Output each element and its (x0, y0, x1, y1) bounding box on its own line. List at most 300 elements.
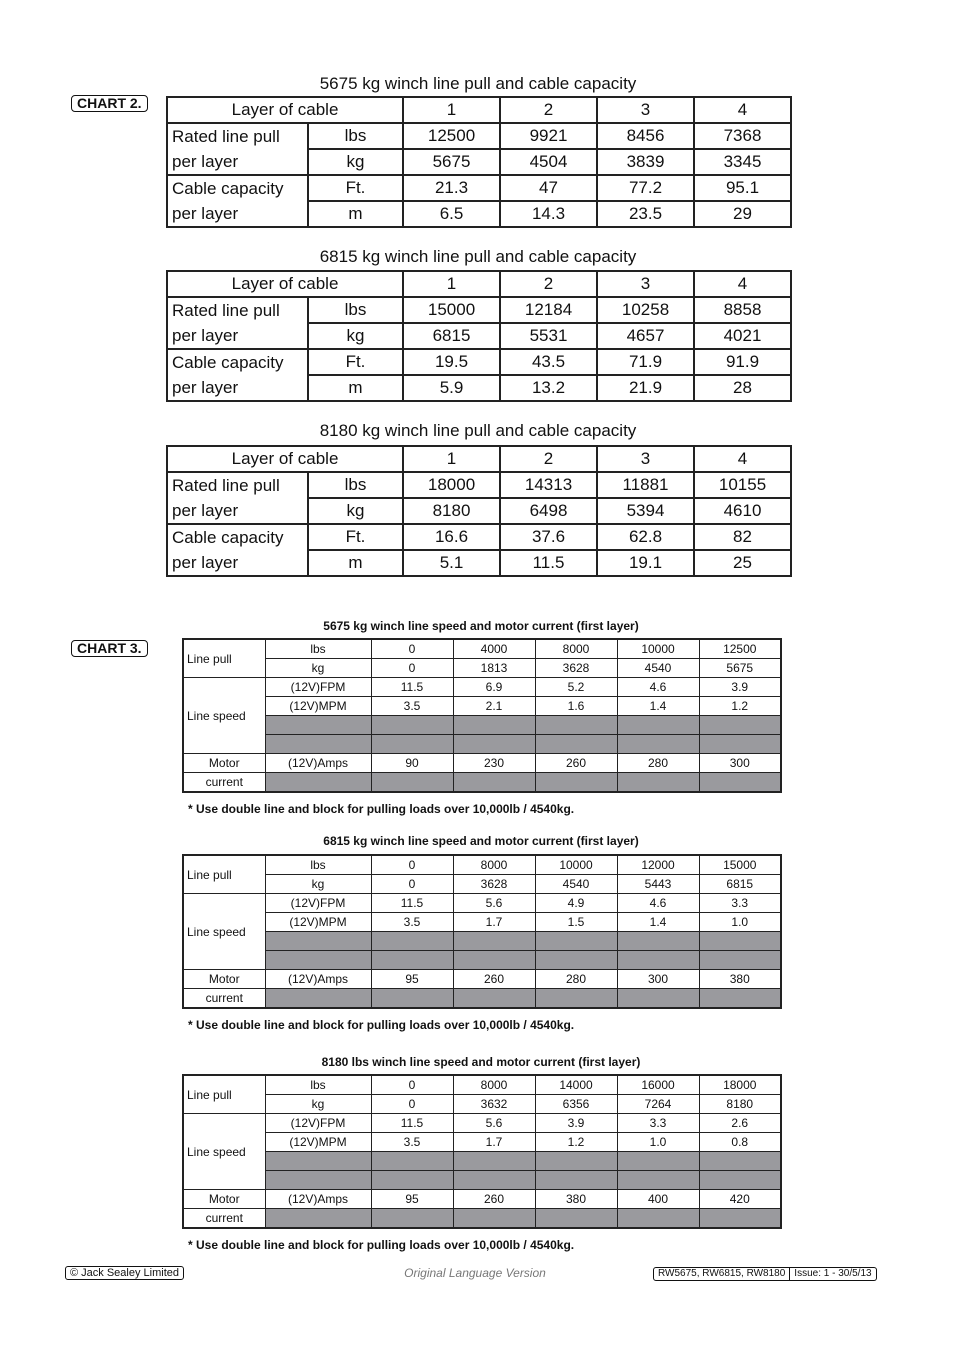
speed-current-table (182, 1074, 782, 1229)
value-cell: 15000 (699, 855, 781, 875)
value-cell: 3.9 (699, 678, 781, 697)
usage-note: * Use double line and block for pulling loads over 10,000lb / 4540kg. (188, 1238, 575, 1252)
value-cell: 11.5 (371, 1114, 453, 1133)
value-cell: 300 (617, 970, 699, 989)
value-cell: 4000 (453, 639, 535, 659)
shaded-cell (453, 735, 535, 754)
group-label-motor: Motor (183, 1190, 265, 1209)
shaded-row (183, 1152, 781, 1171)
value-cell: 95.1 (694, 175, 791, 201)
value-cell: 1.0 (617, 1133, 699, 1152)
value-cell: 3.9 (535, 1114, 617, 1133)
value-cell: 19.5 (403, 349, 500, 375)
shaded-cell (699, 989, 781, 1009)
value-cell: 10000 (617, 639, 699, 659)
table-row (167, 149, 791, 175)
shaded-cell (453, 932, 535, 951)
value-cell: 8180 (699, 1095, 781, 1114)
shaded-cell (699, 951, 781, 970)
chart-2-label: CHART 2. (71, 95, 148, 112)
shaded-cell (453, 989, 535, 1009)
row-label: per layer (167, 375, 308, 401)
shaded-cell (535, 735, 617, 754)
row-label: Rated line pull (167, 123, 308, 149)
shaded-cell (535, 989, 617, 1009)
table-row (183, 1095, 781, 1114)
value-cell: 14313 (500, 472, 597, 498)
group-label-current: current (183, 989, 265, 1009)
table-row (167, 524, 791, 550)
unit-cell: Ft. (308, 349, 403, 375)
shaded-cell (699, 735, 781, 754)
unit-cell: (12V)FPM (265, 678, 371, 697)
row-label: per layer (167, 201, 308, 227)
value-cell: 12500 (699, 639, 781, 659)
shaded-cell (371, 1171, 453, 1190)
table-row (183, 1114, 781, 1133)
table-row (183, 639, 781, 659)
footer-issue: Issue: 1 - 30/5/13 (790, 1267, 876, 1281)
unit-cell: (12V)Amps (265, 1190, 371, 1209)
value-cell: 10000 (535, 855, 617, 875)
capacity-table-title: 5675 kg winch line pull and cable capacity (319, 74, 637, 93)
value-cell: 4.6 (617, 678, 699, 697)
value-cell: 3632 (453, 1095, 535, 1114)
shaded-cell (699, 1152, 781, 1171)
shaded-row (183, 735, 781, 754)
value-cell: 10155 (694, 472, 791, 498)
value-cell: 95 (371, 970, 453, 989)
value-cell: 6815 (403, 323, 500, 349)
speed-current-table (182, 638, 782, 793)
capacity-table-title: 6815 kg winch line pull and cable capacity (319, 247, 637, 266)
value-cell: 14.3 (500, 201, 597, 227)
speed-table-title: 5675 kg winch line speed and motor current (first layer) (323, 619, 639, 633)
value-cell: 4.9 (535, 894, 617, 913)
row-label: Rated line pull (167, 297, 308, 323)
value-cell: 3.3 (617, 1114, 699, 1133)
shaded-row (183, 932, 781, 951)
value-cell: 1.4 (617, 913, 699, 932)
value-cell: 23.5 (597, 201, 694, 227)
table-row (183, 855, 781, 875)
shaded-cell (699, 932, 781, 951)
capacity-table (166, 270, 792, 402)
value-cell: 1.0 (699, 913, 781, 932)
shaded-row (183, 716, 781, 735)
unit-cell: kg (265, 659, 371, 678)
unit-cell: lbs (308, 297, 403, 323)
table-row (167, 123, 791, 149)
unit-cell: kg (308, 323, 403, 349)
value-cell: 0 (371, 855, 453, 875)
shaded-cell (699, 716, 781, 735)
value-cell: 8180 (403, 498, 500, 524)
unit-cell: (12V)Amps (265, 754, 371, 773)
unit-cell: lbs (308, 123, 403, 149)
unit-cell: m (308, 550, 403, 576)
shaded-cell (265, 951, 371, 970)
value-cell: 82 (694, 524, 791, 550)
table-row (183, 970, 781, 989)
shaded-cell (535, 716, 617, 735)
unit-cell: m (308, 201, 403, 227)
value-cell: 4021 (694, 323, 791, 349)
value-cell: 25 (694, 550, 791, 576)
table-row (183, 1133, 781, 1152)
value-cell: 380 (699, 970, 781, 989)
value-cell: 5675 (403, 149, 500, 175)
shaded-cell (265, 716, 371, 735)
table-row (183, 1190, 781, 1209)
unit-cell: (12V)FPM (265, 1114, 371, 1133)
value-cell: 10258 (597, 297, 694, 323)
shaded-cell (617, 1171, 699, 1190)
value-cell: 77.2 (597, 175, 694, 201)
value-cell: 3839 (597, 149, 694, 175)
value-cell: 280 (535, 970, 617, 989)
shaded-cell (617, 1152, 699, 1171)
value-cell: 6356 (535, 1095, 617, 1114)
value-cell: 19.1 (597, 550, 694, 576)
value-cell: 0 (371, 1075, 453, 1095)
row-label: per layer (167, 498, 308, 524)
speed-current-table (182, 854, 782, 1009)
value-cell: 3.5 (371, 697, 453, 716)
shaded-cell (371, 716, 453, 735)
value-cell: 16.6 (403, 524, 500, 550)
shaded-cell (535, 951, 617, 970)
value-cell: 260 (453, 1190, 535, 1209)
footer-models: RW5675, RW6815, RW8180 (653, 1267, 790, 1281)
value-cell: 8000 (453, 855, 535, 875)
value-cell: 2.6 (699, 1114, 781, 1133)
value-cell: 260 (535, 754, 617, 773)
group-label-motor: Motor (183, 754, 265, 773)
value-cell: 280 (617, 754, 699, 773)
value-cell: 5.6 (453, 894, 535, 913)
row-label: per layer (167, 550, 308, 576)
table-row (167, 323, 791, 349)
capacity-table (166, 96, 792, 228)
chart-3-label: CHART 3. (71, 640, 148, 657)
value-cell: 13.2 (500, 375, 597, 401)
value-cell: 11881 (597, 472, 694, 498)
shaded-cell (265, 735, 371, 754)
value-cell: 7368 (694, 123, 791, 149)
value-cell: 1.7 (453, 913, 535, 932)
shaded-cell (617, 989, 699, 1009)
value-cell: 14000 (535, 1075, 617, 1095)
header-cell: Layer of cable (167, 446, 403, 472)
value-cell: 9921 (500, 123, 597, 149)
shaded-cell (265, 989, 371, 1009)
group-label-line-pull: Line pull (183, 639, 265, 678)
value-cell: 6.9 (453, 678, 535, 697)
row-label: per layer (167, 149, 308, 175)
value-cell: 21.3 (403, 175, 500, 201)
shaded-cell (535, 1209, 617, 1229)
shaded-cell (265, 1209, 371, 1229)
unit-cell: Ft. (308, 524, 403, 550)
value-cell: 1813 (453, 659, 535, 678)
value-cell: 3345 (694, 149, 791, 175)
shaded-cell (535, 773, 617, 793)
shaded-cell (617, 951, 699, 970)
value-cell: 5.1 (403, 550, 500, 576)
value-cell: 6.5 (403, 201, 500, 227)
unit-cell: (12V)FPM (265, 894, 371, 913)
value-cell: 380 (535, 1190, 617, 1209)
value-cell: 1.2 (535, 1133, 617, 1152)
value-cell: 91.9 (694, 349, 791, 375)
value-cell: 21.9 (597, 375, 694, 401)
value-cell: 3.5 (371, 913, 453, 932)
unit-cell: lbs (265, 639, 371, 659)
value-cell: 3.5 (371, 1133, 453, 1152)
shaded-cell (453, 1209, 535, 1229)
value-cell: 0 (371, 639, 453, 659)
unit-cell: (12V)MPM (265, 1133, 371, 1152)
group-label-motor: Motor (183, 970, 265, 989)
value-cell: 230 (453, 754, 535, 773)
table-row (167, 297, 791, 323)
value-cell: 8000 (535, 639, 617, 659)
table-row (167, 472, 791, 498)
unit-cell: kg (265, 875, 371, 894)
value-cell: 1.5 (535, 913, 617, 932)
row-label: per layer (167, 323, 308, 349)
shaded-row (183, 989, 781, 1009)
footer-copyright: © Jack Sealey Limited (65, 1266, 184, 1280)
table-header-row (167, 271, 791, 297)
header-cell: 2 (500, 271, 597, 297)
capacity-table (166, 445, 792, 577)
value-cell: 4540 (535, 875, 617, 894)
header-cell: Layer of cable (167, 97, 403, 123)
header-cell: 3 (597, 97, 694, 123)
shaded-row (183, 773, 781, 793)
unit-cell: kg (308, 149, 403, 175)
value-cell: 3.3 (699, 894, 781, 913)
value-cell: 0 (371, 875, 453, 894)
shaded-cell (617, 735, 699, 754)
shaded-cell (699, 1171, 781, 1190)
row-label: Cable capacity (167, 349, 308, 375)
table-row (183, 1075, 781, 1095)
value-cell: 5.9 (403, 375, 500, 401)
shaded-row (183, 951, 781, 970)
table-row (167, 201, 791, 227)
value-cell: 7264 (617, 1095, 699, 1114)
header-cell: 4 (694, 446, 791, 472)
value-cell: 11.5 (500, 550, 597, 576)
header-cell: 1 (403, 446, 500, 472)
capacity-table-title: 8180 kg winch line pull and cable capacity (319, 421, 637, 440)
header-cell: 1 (403, 97, 500, 123)
group-label-line-speed: Line speed (183, 894, 265, 970)
header-cell: 1 (403, 271, 500, 297)
group-label-line-pull: Line pull (183, 1075, 265, 1114)
unit-cell: kg (308, 498, 403, 524)
value-cell: 62.8 (597, 524, 694, 550)
shaded-cell (265, 1152, 371, 1171)
group-label-line-pull: Line pull (183, 855, 265, 894)
value-cell: 12000 (617, 855, 699, 875)
shaded-cell (371, 951, 453, 970)
value-cell: 18000 (699, 1075, 781, 1095)
value-cell: 1.4 (617, 697, 699, 716)
value-cell: 5531 (500, 323, 597, 349)
value-cell: 12500 (403, 123, 500, 149)
table-row (167, 175, 791, 201)
table-row (183, 697, 781, 716)
speed-table-title: 6815 kg winch line speed and motor current (first layer) (323, 834, 639, 848)
table-row (183, 678, 781, 697)
table-row (167, 498, 791, 524)
value-cell: 300 (699, 754, 781, 773)
table-row (167, 375, 791, 401)
value-cell: 8858 (694, 297, 791, 323)
shaded-cell (617, 1209, 699, 1229)
value-cell: 5.2 (535, 678, 617, 697)
group-label-line-speed: Line speed (183, 1114, 265, 1190)
value-cell: 4610 (694, 498, 791, 524)
table-header-row (167, 446, 791, 472)
shaded-cell (371, 773, 453, 793)
shaded-cell (699, 1209, 781, 1229)
group-label-current: current (183, 1209, 265, 1229)
value-cell: 5394 (597, 498, 694, 524)
shaded-cell (617, 716, 699, 735)
unit-cell: Ft. (308, 175, 403, 201)
table-row (183, 754, 781, 773)
header-cell: Layer of cable (167, 271, 403, 297)
value-cell: 28 (694, 375, 791, 401)
unit-cell: lbs (265, 855, 371, 875)
shaded-cell (453, 951, 535, 970)
row-label: Cable capacity (167, 524, 308, 550)
table-row (183, 913, 781, 932)
table-row (183, 875, 781, 894)
usage-note: * Use double line and block for pulling loads over 10,000lb / 4540kg. (188, 802, 575, 816)
header-cell: 4 (694, 97, 791, 123)
value-cell: 11.5 (371, 678, 453, 697)
value-cell: 4.6 (617, 894, 699, 913)
shaded-cell (535, 1152, 617, 1171)
value-cell: 0 (371, 659, 453, 678)
row-label: Rated line pull (167, 472, 308, 498)
value-cell: 0.8 (699, 1133, 781, 1152)
value-cell: 4504 (500, 149, 597, 175)
shaded-cell (371, 1152, 453, 1171)
shaded-cell (699, 773, 781, 793)
shaded-cell (371, 735, 453, 754)
value-cell: 5675 (699, 659, 781, 678)
value-cell: 5.6 (453, 1114, 535, 1133)
value-cell: 6498 (500, 498, 597, 524)
unit-cell: lbs (308, 472, 403, 498)
unit-cell: (12V)MPM (265, 913, 371, 932)
shaded-cell (535, 1171, 617, 1190)
table-row (167, 349, 791, 375)
shaded-row (183, 1171, 781, 1190)
value-cell: 15000 (403, 297, 500, 323)
value-cell: 95 (371, 1190, 453, 1209)
header-cell: 3 (597, 271, 694, 297)
value-cell: 43.5 (500, 349, 597, 375)
value-cell: 2.1 (453, 697, 535, 716)
group-label-current: current (183, 773, 265, 793)
header-cell: 4 (694, 271, 791, 297)
shaded-cell (371, 932, 453, 951)
shaded-cell (535, 932, 617, 951)
footer-document-ref (653, 1267, 877, 1281)
value-cell: 400 (617, 1190, 699, 1209)
value-cell: 1.7 (453, 1133, 535, 1152)
footer-language-version: Original Language Version (404, 1266, 546, 1280)
table-header-row (167, 97, 791, 123)
header-cell: 2 (500, 446, 597, 472)
value-cell: 29 (694, 201, 791, 227)
shaded-cell (265, 773, 371, 793)
value-cell: 37.6 (500, 524, 597, 550)
header-cell: 3 (597, 446, 694, 472)
shaded-cell (453, 773, 535, 793)
value-cell: 4540 (617, 659, 699, 678)
shaded-cell (265, 1171, 371, 1190)
shaded-cell (453, 1171, 535, 1190)
value-cell: 1.2 (699, 697, 781, 716)
shaded-cell (371, 989, 453, 1009)
table-row (167, 550, 791, 576)
value-cell: 1.6 (535, 697, 617, 716)
unit-cell: (12V)MPM (265, 697, 371, 716)
value-cell: 6815 (699, 875, 781, 894)
value-cell: 8456 (597, 123, 694, 149)
value-cell: 90 (371, 754, 453, 773)
row-label: Cable capacity (167, 175, 308, 201)
value-cell: 18000 (403, 472, 500, 498)
unit-cell: (12V)Amps (265, 970, 371, 989)
table-row (183, 894, 781, 913)
unit-cell: kg (265, 1095, 371, 1114)
table-row (183, 659, 781, 678)
value-cell: 260 (453, 970, 535, 989)
unit-cell: m (308, 375, 403, 401)
value-cell: 47 (500, 175, 597, 201)
unit-cell: lbs (265, 1075, 371, 1095)
value-cell: 3628 (535, 659, 617, 678)
shaded-cell (371, 1209, 453, 1229)
value-cell: 0 (371, 1095, 453, 1114)
value-cell: 4657 (597, 323, 694, 349)
value-cell: 8000 (453, 1075, 535, 1095)
value-cell: 11.5 (371, 894, 453, 913)
shaded-row (183, 1209, 781, 1229)
shaded-cell (617, 932, 699, 951)
shaded-cell (453, 1152, 535, 1171)
value-cell: 3628 (453, 875, 535, 894)
value-cell: 12184 (500, 297, 597, 323)
value-cell: 5443 (617, 875, 699, 894)
group-label-line-speed: Line speed (183, 678, 265, 754)
usage-note: * Use double line and block for pulling loads over 10,000lb / 4540kg. (188, 1018, 575, 1032)
shaded-cell (453, 716, 535, 735)
speed-table-title: 8180 lbs winch line speed and motor current (first layer) (321, 1055, 641, 1069)
header-cell: 2 (500, 97, 597, 123)
shaded-cell (265, 932, 371, 951)
